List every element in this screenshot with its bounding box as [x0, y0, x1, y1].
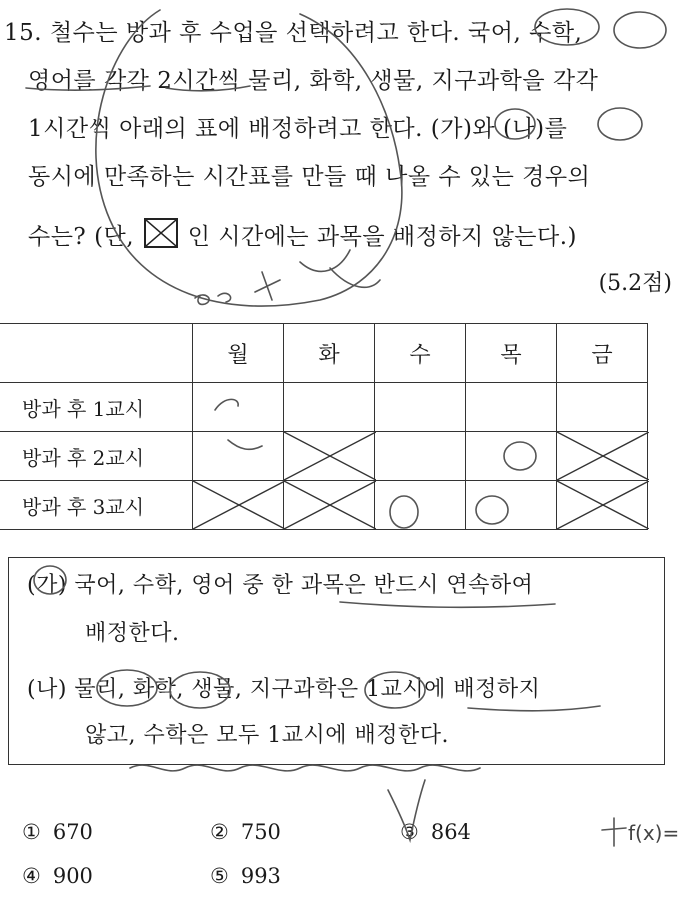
condition-ga-line-2: 배정한다.: [85, 621, 180, 646]
question-line-5: [28, 218, 577, 251]
timetable-cell: [466, 383, 557, 432]
choice-3-value: 864: [430, 820, 471, 844]
question-line-5-end: 인 시간에는 과목을 배정하지 않는다.): [187, 224, 578, 250]
question-line-4: 동시에 만족하는 시간표를 만들 때 나올 수 있는 경우의: [28, 164, 591, 190]
blocked-x-icon: [557, 432, 649, 480]
period-label: 방과 후 1교시: [0, 383, 193, 432]
score-label: (5.2점): [598, 271, 672, 296]
timetable-corner-cell: [0, 324, 193, 383]
choice-3-number: ③: [400, 820, 419, 844]
choice-2-number: ②: [210, 820, 229, 844]
choice-4-number: ④: [22, 864, 41, 888]
question-line-3: 1시간씩 아래의 표에 배정하려고 한다. (가)와 (나)를: [28, 116, 568, 142]
timetable-cell: [375, 383, 466, 432]
choice-1-number: ①: [22, 820, 41, 844]
timetable-cell: [557, 383, 648, 432]
timetable-cell: [466, 481, 557, 530]
condition-na-line-2: 않고, 수학은 모두 1교시에 배정한다.: [85, 723, 449, 748]
timetable-cell-blocked: [193, 481, 284, 530]
question-line-5-start: 수는? (단,: [28, 224, 135, 250]
choice-3[interactable]: [400, 820, 471, 844]
hand-margin-f: [602, 818, 626, 846]
timetable-cell: [193, 432, 284, 481]
choice-1[interactable]: [22, 820, 93, 844]
timetable-cell: [375, 432, 466, 481]
question-line-1: 15. 철수는 방과 후 수업을 선택하려고 한다. 국어, 수학,: [4, 20, 583, 46]
day-header-wed: 수: [375, 324, 466, 383]
hand-wave: [130, 765, 480, 771]
timetable-cell-blocked: [284, 432, 375, 481]
condition-na-line-1: (나) 물리, 화학, 생물, 지구과학은 1교시에 배정하지: [27, 677, 541, 702]
timetable: [0, 323, 648, 530]
blocked-x-icon: [557, 481, 649, 529]
timetable-row-3: [0, 481, 648, 530]
day-header-mon: 월: [193, 324, 284, 383]
timetable-row-1: [0, 383, 648, 432]
blocked-x-icon: [193, 481, 285, 529]
choice-2-value: 750: [240, 820, 281, 844]
timetable-cell-blocked: [557, 481, 648, 530]
period-label: 방과 후 2교시: [0, 432, 193, 481]
blocked-cell-symbol-icon: [144, 218, 178, 248]
conditions-box: [8, 557, 665, 765]
choice-5-number: ⑤: [210, 864, 229, 888]
timetable-cell: [193, 383, 284, 432]
choice-4[interactable]: [22, 864, 93, 888]
day-header-tue: 화: [284, 324, 375, 383]
timetable-cell: [284, 383, 375, 432]
timetable-cell: [466, 432, 557, 481]
hand-scribble-oo: [195, 293, 231, 304]
hand-scribble-cross: [255, 250, 380, 300]
choice-2[interactable]: [210, 820, 281, 844]
choice-4-value: 900: [52, 864, 93, 888]
blocked-x-icon: [284, 481, 376, 529]
timetable-cell-blocked: [557, 432, 648, 481]
choice-1-value: 670: [52, 820, 93, 844]
timetable-row-2: [0, 432, 648, 481]
day-header-thu: 목: [466, 324, 557, 383]
hand-circle-na: [598, 108, 642, 140]
question-line-2: 영어를 각각 2시간씩 물리, 화학, 생물, 지구과학을 각각: [28, 68, 599, 94]
choice-5[interactable]: [210, 864, 281, 888]
timetable-cell-blocked: [284, 481, 375, 530]
hand-circle-math: [614, 12, 666, 48]
condition-ga-line-1: (가) 국어, 수학, 영어 중 한 과목은 반드시 연속하여: [27, 573, 534, 598]
period-label: 방과 후 3교시: [0, 481, 193, 530]
hand-margin-note: f(x)=: [628, 821, 680, 845]
blocked-x-icon: [284, 432, 376, 480]
timetable-cell: [375, 481, 466, 530]
choice-5-value: 993: [240, 864, 281, 888]
day-header-fri: 금: [557, 324, 648, 383]
timetable-header-row: [0, 324, 648, 383]
